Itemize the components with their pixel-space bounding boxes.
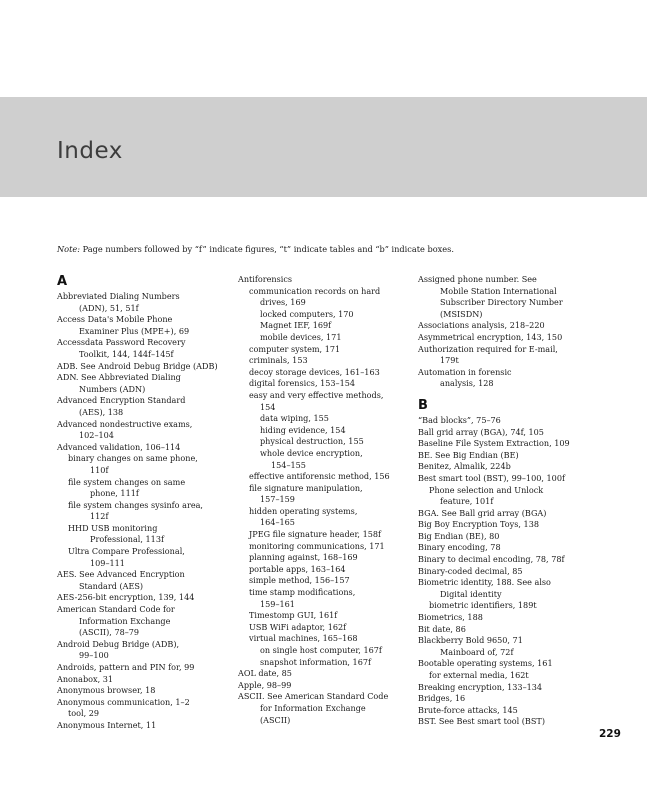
index-entry: Blackberry Bold 9650, 71 [418, 635, 523, 646]
index-subentry: easy and very effective methods, [249, 389, 384, 400]
index-subentry: for external media, 162t [429, 670, 529, 680]
index-subentry: feature, 101f [440, 496, 494, 507]
page-title: Index [57, 138, 123, 164]
index-subentry: drives, 169 [260, 297, 306, 308]
index-entry: BE. See Big Endian (BE) [418, 449, 519, 460]
index-subentry: physical destruction, 155 [260, 436, 364, 447]
index-subentry: USB WiFi adaptor, 162f [249, 621, 347, 632]
section-letter: A [57, 274, 68, 289]
index-subentry: phone, 111f [90, 488, 139, 499]
index-column-2 [238, 274, 416, 726]
index-entry: Abbreviated Dialing Numbers [57, 291, 180, 301]
index-subentry: virtual machines, 165–168 [249, 633, 358, 644]
index-subentry: 159–161 [260, 598, 295, 609]
index-subentry: biometric identifiers, 189t [429, 600, 537, 611]
index-subentry: 112f [90, 511, 109, 522]
index-subentry: (ADN), 51, 51f [79, 302, 139, 313]
index-entry: Anonymous Internet, 11 [57, 719, 157, 730]
index-entry: American Standard Code for [57, 604, 175, 615]
index-subentry: mobile devices, 171 [260, 331, 342, 342]
index-entry: Breaking encryption, 133–134 [418, 681, 543, 692]
index-entry: Baseline File System Extraction, 109 [418, 438, 570, 449]
index-subentry: locked computers, 170 [260, 308, 354, 319]
index-subentry: Phone selection and Unlock [429, 484, 544, 495]
index-entry: Assigned phone number. See [418, 274, 537, 284]
index-entry: Asymmetrical encryption, 143, 150 [418, 331, 563, 342]
index-subentry: monitoring communications, 171 [249, 540, 385, 551]
index-subentry: Professional, 113f [90, 534, 164, 545]
index-subentry: planning against, 168–169 [249, 552, 358, 563]
index-entry: Binary encoding, 78 [418, 542, 501, 553]
index-subentry: 154–155 [271, 459, 306, 470]
index-subentry: tool, 29 [68, 708, 100, 719]
index-subentry: whole device encryption, [260, 447, 363, 458]
index-entry: Ball grid array (BGA), 74f, 105 [418, 426, 544, 437]
index-subentry: file system changes on same [68, 476, 186, 487]
index-entry: Apple, 98–99 [238, 679, 292, 690]
index-entry: Advanced nondestructive exams, [57, 418, 193, 429]
index-entry: Bootable operating systems, 161 [418, 658, 553, 669]
index-subentry: simple method, 156–157 [249, 575, 350, 586]
index-subentry: binary changes on same phone, [68, 453, 198, 464]
index-entry: Big Boy Encryption Toys, 138 [418, 519, 539, 530]
index-entry: BGA. See Ball grid array (BGA) [418, 507, 547, 518]
index-subentry: Ultra Compare Professional, [68, 546, 185, 557]
index-subentry: 179t [440, 355, 459, 366]
index-entry: ADN. See Abbreviated Dialing [57, 372, 181, 383]
index-entry: Bit date, 86 [418, 623, 466, 634]
index-entry: AES. See Advanced Encryption [57, 569, 185, 580]
index-subentry: decoy storage devices, 161–163 [249, 366, 380, 377]
index-entry: AOL date, 85 [238, 668, 292, 679]
index-subentry: JPEG file signature header, 158f [249, 529, 382, 540]
index-subentry: Standard (AES) [79, 580, 144, 591]
index-subentry: Timestomp GUI, 161f [249, 610, 338, 621]
index-column-1 [57, 274, 235, 732]
index-subentry: (MSISDN) [440, 308, 483, 319]
index-subentry: 102–104 [79, 430, 114, 441]
index-subentry: Examiner Plus (MPE+), 69 [79, 325, 190, 336]
index-subentry: Numbers (ADN) [79, 383, 146, 394]
index-subentry: file system changes sysinfo area, [68, 499, 204, 510]
index-entry: Androids, pattern and PIN for, 99 [57, 662, 195, 672]
index-subentry: time stamp modifications, [249, 587, 356, 598]
index-note [57, 244, 617, 255]
index-entry: Brute-force attacks, 145 [418, 704, 518, 715]
index-entry: Android Debug Bridge (ADB), [57, 638, 180, 649]
index-subentry: criminals, 153 [249, 355, 308, 366]
index-entry: Accessdata Password Recovery [57, 337, 186, 348]
index-subentry: (ASCII) [260, 714, 291, 725]
index-entry: Advanced Encryption Standard [57, 395, 186, 406]
index-entry: AES-256-bit encryption, 139, 144 [57, 592, 195, 603]
index-entry: Binary to decimal encoding, 78, 78f [418, 554, 565, 565]
index-subentry: hidden operating systems, [249, 505, 358, 516]
index-subentry: snapshot information, 167f [260, 656, 371, 667]
index-entry: Antiforensics [238, 274, 293, 284]
index-entry: “Bad blocks”, 75–76 [418, 414, 501, 425]
index-entry: Biometrics, 188 [418, 612, 483, 623]
index-entry: Bridges, 16 [418, 693, 466, 704]
page-number: 229 [599, 728, 621, 740]
index-subentry: Information Exchange [79, 615, 171, 626]
index-entry: Anonabox, 31 [57, 673, 114, 684]
index-entry: Anonymous communication, 1–2 [57, 696, 190, 707]
index-subentry: on single host computer, 167f [260, 645, 382, 655]
index-entry: BST. See Best smart tool (BST) [418, 716, 545, 727]
note-text: Page numbers followed by “f” indicate figures, “t” indicate tables and “b” indicate boxes. [80, 244, 454, 254]
index-subentry: portable apps, 163–164 [249, 563, 346, 574]
index-entry: Advanced validation, 106–114 [57, 441, 181, 452]
index-entry: ASCII. See American Standard Code [238, 691, 389, 702]
index-subentry: communication records on hard [249, 285, 381, 296]
section-letter: B [418, 397, 428, 413]
index-entry: Biometric identity, 188. See also [418, 577, 551, 588]
index-entry: Authorization required for E-mail, [418, 343, 558, 354]
index-subentry: 157–159 [260, 494, 295, 505]
index-subentry: hiding evidence, 154 [260, 424, 346, 435]
index-subentry: Digital identity [440, 588, 502, 599]
index-entry: Binary-coded decimal, 85 [418, 565, 523, 576]
index-entry: Automation in forensic [418, 366, 512, 377]
index-entry: Anonymous browser, 18 [57, 685, 156, 696]
index-entry: ADB. See Android Debug Bridge (ADB) [57, 360, 218, 371]
index-subentry: Mobile Station International [440, 285, 557, 296]
chapter-banner [0, 97, 647, 197]
index-subentry: 154 [260, 401, 276, 412]
index-subentry: Subscriber Directory Number [440, 297, 563, 308]
index-subentry: HHD USB monitoring [68, 522, 158, 533]
index-subentry: digital forensics, 153–154 [249, 378, 356, 389]
index-subentry: file signature manipulation, [249, 482, 363, 493]
index-subentry: Toolkit, 144, 144f–145f [79, 348, 174, 359]
index-entry: Big Endian (BE), 80 [418, 530, 500, 541]
index-subentry: 164–165 [260, 517, 295, 528]
index-subentry: 109–111 [90, 557, 125, 568]
index-subentry: for Information Exchange [260, 702, 366, 713]
index-subentry: effective antiforensic method, 156 [249, 471, 390, 482]
index-entry: Benitez, Almalik, 224b [418, 461, 511, 472]
index-subentry: analysis, 128 [440, 378, 494, 389]
index-entry: Associations analysis, 218–220 [418, 320, 545, 331]
index-subentry: (AES), 138 [79, 406, 124, 417]
index-entry: Access Data's Mobile Phone [57, 314, 173, 325]
index-subentry: (ASCII), 78–79 [79, 627, 140, 638]
note-label: Note: [57, 244, 80, 254]
index-column-3 [418, 274, 596, 728]
index-subentry: computer system, 171 [249, 343, 341, 354]
index-subentry: 110f [90, 464, 109, 475]
index-entry: Best smart tool (BST), 99–100, 100f [418, 472, 565, 483]
index-subentry: data wiping, 155 [260, 413, 329, 424]
index-subentry: 99–100 [79, 650, 109, 661]
index-subentry: Magnet IEF, 169f [260, 320, 332, 331]
index-subentry: Mainboard of, 72f [440, 646, 514, 657]
